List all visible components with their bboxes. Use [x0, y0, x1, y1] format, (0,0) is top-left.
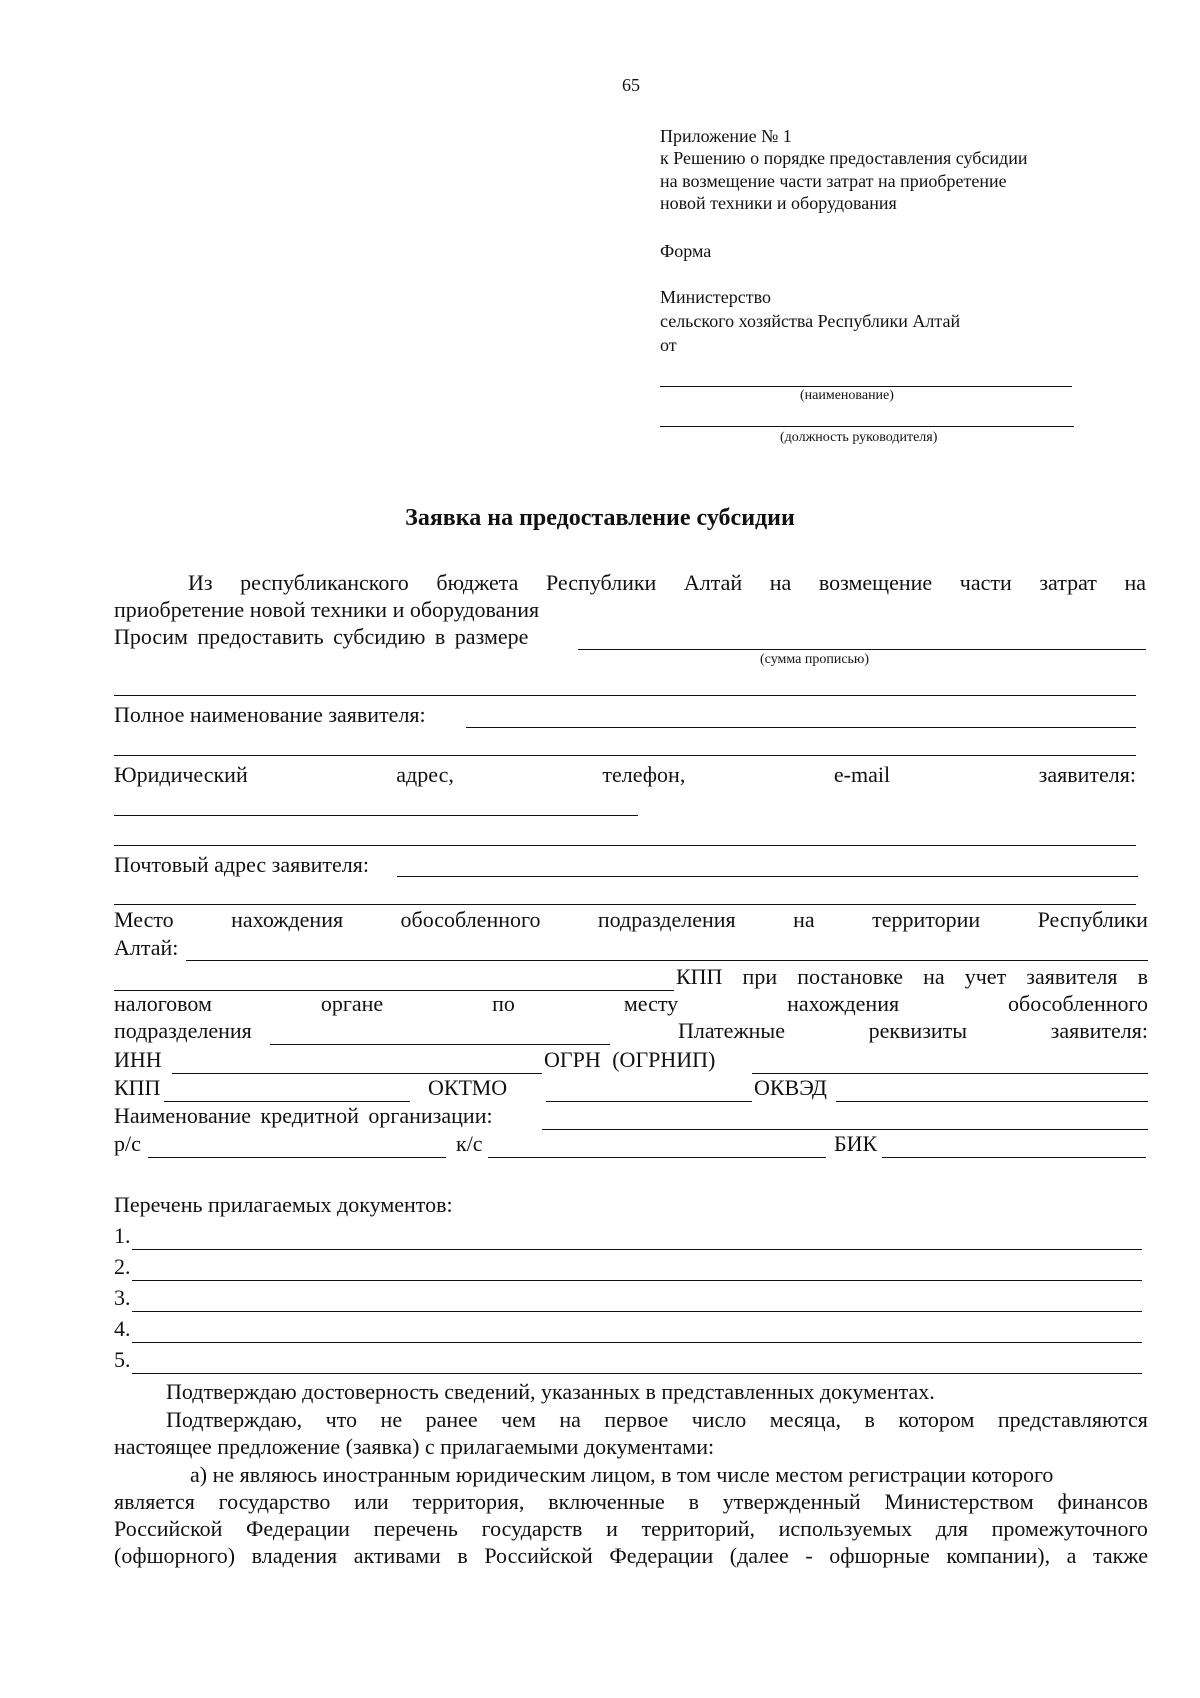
document-item-number: 5. — [114, 1347, 131, 1372]
clause-word: офшорные — [829, 1543, 930, 1568]
clause-word: компании), — [946, 1543, 1051, 1568]
clause-word: также — [1092, 1543, 1148, 1568]
intro-word: на — [769, 570, 792, 595]
confirm-word: что — [325, 1407, 358, 1432]
document-item-number: 1. — [114, 1223, 131, 1248]
full-name-label: Полное наименование заявителя: — [114, 702, 426, 727]
legal-address-label — [114, 762, 1136, 788]
kpp-label: КПП — [114, 1075, 161, 1100]
confirm-word: Подтверждаю, — [166, 1407, 303, 1432]
division-label: подразделения — [114, 1018, 252, 1043]
sum-field-continued[interactable] — [114, 695, 1136, 696]
ogrn-field[interactable] — [752, 1073, 1148, 1074]
document-item-field[interactable] — [132, 1311, 1142, 1312]
document-item-field[interactable] — [132, 1280, 1142, 1281]
document-item-field[interactable] — [132, 1373, 1142, 1374]
clause-word: утвержденный — [722, 1489, 861, 1514]
clause-a-line-1: а) не являюсь иностранным юридическим лицом, в том числе местом регистрации которого — [190, 1462, 1054, 1487]
clause-word: или — [354, 1489, 389, 1514]
clause-word: является — [114, 1489, 195, 1514]
confirm-word: в — [864, 1407, 875, 1432]
confirm-word: число — [691, 1407, 747, 1432]
document-item-number: 3. — [114, 1285, 131, 1310]
tax-word: органе — [320, 991, 384, 1016]
legal-word: e-mail — [833, 762, 891, 787]
sum-field[interactable] — [578, 649, 1146, 650]
clause-word: Федерации — [609, 1543, 714, 1568]
confirm-paragraph-2-line-1 — [166, 1407, 1148, 1433]
okved-field[interactable] — [836, 1101, 1148, 1102]
payment-word: Платежные — [678, 1018, 785, 1043]
confirm-word: ранее — [425, 1407, 478, 1432]
location-word: Место — [114, 907, 174, 932]
intro-word: Из — [188, 570, 213, 595]
legal-word: адрес, — [396, 762, 454, 787]
confirm-word: чем — [501, 1407, 536, 1432]
document-title: Заявка на предоставление субсидии — [405, 505, 795, 531]
clause-word: используемых — [778, 1516, 913, 1541]
document-item-number: 4. — [114, 1316, 131, 1341]
addressee-line-2: сельского хозяйства Республики Алтай — [660, 311, 961, 331]
intro-word: возмещение — [818, 570, 933, 595]
clause-word: (офшорного) — [114, 1543, 236, 1568]
postal-field-continued[interactable] — [114, 904, 1136, 905]
location-word: Республики — [1037, 907, 1148, 932]
clause-word: - — [805, 1543, 813, 1568]
clause-word: и — [606, 1516, 618, 1541]
kpp-field[interactable] — [164, 1101, 410, 1102]
intro-word: затрат — [1039, 570, 1097, 595]
request-text: Просим предоставить субсидию в размере — [114, 624, 529, 649]
kpp-word: КПП — [676, 964, 723, 989]
clause-word: (далее — [729, 1543, 789, 1568]
caption-sum: (сумма прописью) — [760, 652, 870, 667]
ks-field[interactable] — [488, 1157, 826, 1158]
full-name-field[interactable] — [466, 727, 1136, 728]
okved-label: ОКВЭД — [754, 1075, 827, 1100]
tax-word: по — [492, 991, 515, 1016]
location-word: территории — [872, 907, 981, 932]
clause-word: промежуточного — [991, 1516, 1148, 1541]
document-item-field[interactable] — [132, 1249, 1142, 1250]
appendix-line-4: новой техники и оборудования — [660, 193, 897, 213]
caption-name: (наименование) — [800, 388, 894, 403]
intro-line-1 — [188, 570, 1146, 596]
payment-word: реквизиты — [868, 1018, 968, 1043]
inn-label: ИНН — [114, 1047, 162, 1072]
tax-authority-text — [114, 991, 1148, 1017]
confirm-paragraph-1: Подтверждаю достоверность сведений, указанных в представленных документах. — [166, 1379, 935, 1404]
document-item-number: 2. — [114, 1254, 131, 1279]
intro-word: Республики — [545, 570, 657, 595]
confirm-word: месяца, — [769, 1407, 841, 1432]
appendix-line-2: к Решению о порядке предоставления субсидии — [660, 148, 1028, 168]
tax-word: нахождения — [787, 991, 900, 1016]
kpp-word: учет — [964, 964, 1007, 989]
applicant-name-line[interactable] — [660, 386, 1072, 387]
intro-word: на — [1124, 570, 1146, 595]
location-word: на — [793, 907, 815, 932]
clause-word: включенные — [548, 1489, 665, 1514]
location-word: нахождения — [231, 907, 344, 932]
document-item-field[interactable] — [132, 1342, 1142, 1343]
ogrn-label: ОГРН (ОГРНИП) — [544, 1047, 716, 1072]
intro-word: части — [959, 570, 1012, 595]
oktmo-field[interactable] — [546, 1101, 752, 1102]
inn-field[interactable] — [172, 1073, 542, 1074]
confirm-paragraph-2-line-2: настоящее предложение (заявка) с прилагаемыми документами: — [114, 1434, 715, 1459]
confirm-word: представляются — [997, 1407, 1148, 1432]
addressee-line-3: от — [660, 335, 677, 355]
page-number: 65 — [622, 75, 640, 95]
addressee-line-1: Министерство — [660, 287, 771, 307]
tax-word: налоговом — [114, 991, 212, 1016]
clause-word: Российской — [114, 1516, 223, 1541]
location-field[interactable] — [186, 960, 1148, 961]
clause-word: Министерством — [884, 1489, 1034, 1514]
clause-word: активами — [353, 1543, 441, 1568]
bik-label: БИК — [834, 1131, 878, 1156]
kpp-word: постановке — [797, 964, 903, 989]
location-word: обособленного — [400, 907, 541, 932]
confirm-word: на — [559, 1407, 581, 1432]
caption-position: (должность руководителя) — [780, 430, 938, 445]
kpp-word: на — [923, 964, 945, 989]
form-label: Форма — [660, 241, 712, 261]
location-word: подразделения — [597, 907, 736, 932]
clause-word: Российской — [484, 1543, 593, 1568]
payment-word: заявителя: — [1050, 1018, 1148, 1043]
appendix-line-3: на возмещение части затрат на приобретение — [660, 171, 1007, 191]
legal-address-field[interactable] — [114, 815, 638, 816]
payment-details-label — [678, 1018, 1148, 1044]
rs-field[interactable] — [148, 1157, 446, 1158]
tax-word: обособленного — [1008, 991, 1148, 1016]
clause-a-line-4 — [114, 1543, 1148, 1569]
clause-word: государство — [218, 1489, 331, 1514]
oktmo-label: ОКТМО — [428, 1075, 508, 1100]
bank-label: Наименование кредитной организации: — [114, 1103, 493, 1128]
clause-word: владения — [251, 1543, 338, 1568]
clause-word: в — [688, 1489, 699, 1514]
confirm-word: котором — [898, 1407, 975, 1432]
kpp-word: при — [742, 964, 778, 989]
confirm-word: не — [380, 1407, 403, 1432]
confirm-word: первое — [604, 1407, 669, 1432]
intro-line-2: приобретение новой техники и оборудования — [114, 597, 540, 622]
legal-word: заявителя: — [1038, 762, 1136, 787]
clause-word: перечень — [373, 1516, 458, 1541]
clause-a-line-3 — [114, 1516, 1148, 1542]
head-position-line[interactable] — [660, 426, 1074, 427]
clause-word: территория, — [412, 1489, 525, 1514]
clause-a-line-2 — [114, 1489, 1148, 1515]
clause-word: государств — [481, 1516, 583, 1541]
postal-label: Почтовый адрес заявителя: — [114, 852, 370, 877]
bik-field[interactable] — [882, 1157, 1146, 1158]
tax-word: месту — [623, 991, 679, 1016]
full-name-field-continued[interactable] — [114, 755, 1136, 756]
intro-word: бюджета — [436, 570, 519, 595]
kpp-word: заявителя — [1026, 964, 1118, 989]
intro-word: Алтай — [683, 570, 743, 595]
altai-label: Алтай: — [114, 935, 179, 960]
clause-word: для — [935, 1516, 968, 1541]
appendix-line-1: Приложение № 1 — [660, 126, 792, 146]
postal-field[interactable] — [397, 876, 1138, 877]
clause-word: финансов — [1057, 1489, 1148, 1514]
kpp-division-field[interactable] — [270, 1044, 610, 1045]
location-label — [114, 907, 1148, 933]
legal-address-field-continued[interactable] — [114, 845, 1136, 846]
legal-word: Юридический — [114, 762, 248, 787]
clause-word: территорий, — [641, 1516, 755, 1541]
clause-word: Федерации — [246, 1516, 350, 1541]
kpp-registration-text — [676, 964, 1148, 990]
kpp-word: в — [1137, 964, 1148, 989]
ks-label: к/с — [456, 1131, 483, 1156]
documents-heading: Перечень прилагаемых документов: — [114, 1192, 453, 1217]
intro-word: республиканского — [240, 570, 409, 595]
bank-field[interactable] — [542, 1129, 1148, 1130]
clause-word: в — [457, 1543, 468, 1568]
rs-label: р/с — [114, 1131, 141, 1156]
clause-word: а — [1066, 1543, 1077, 1568]
legal-word: телефон, — [602, 762, 686, 787]
